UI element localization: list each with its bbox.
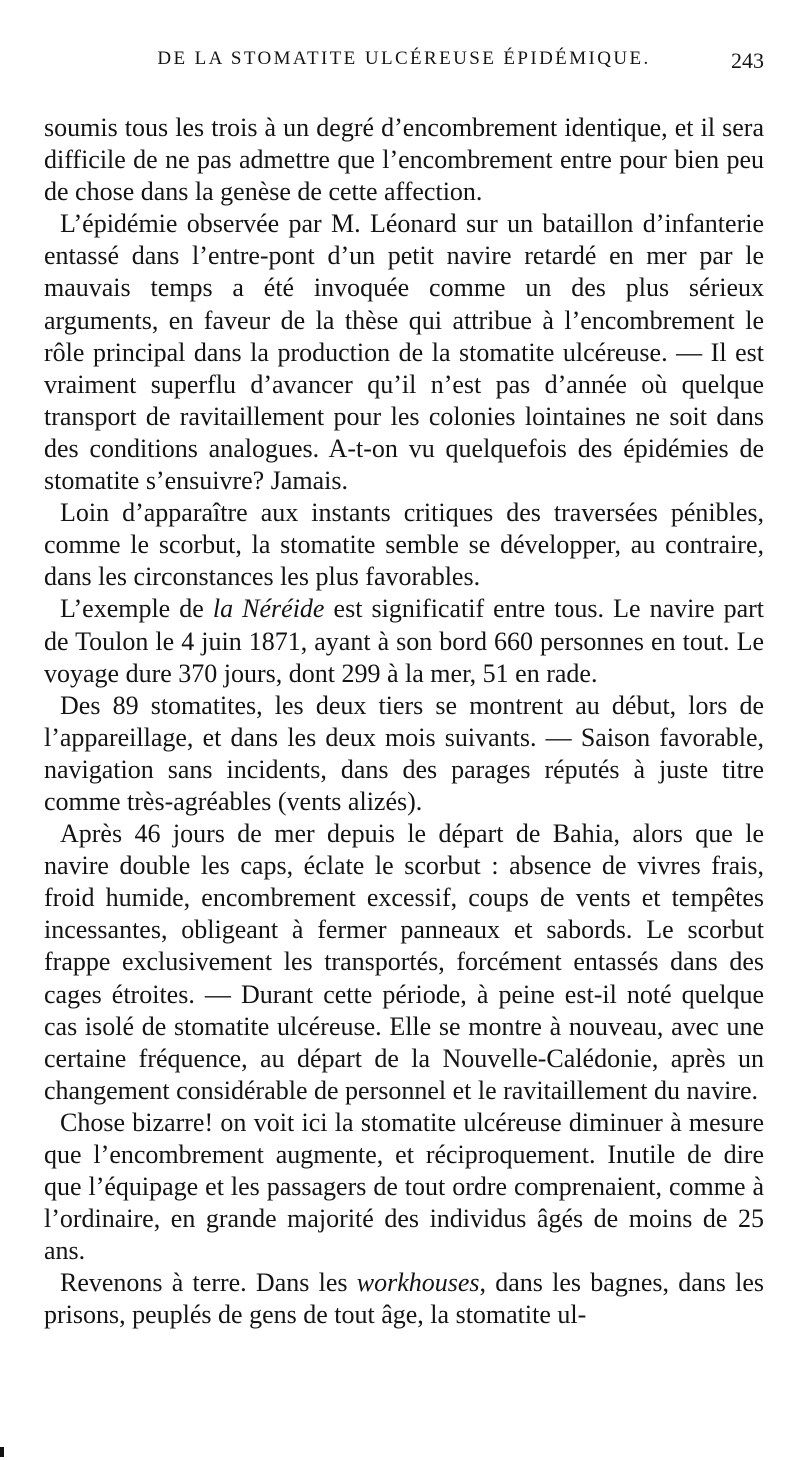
paragraph-bahia-scurvy: Après 46 jours de mer depuis le départ de Bahia, alors que le navire double les caps, éclate le scorbut : absence de vivres frais, froid humide, encombrement excessif, coups de vents et tempêtes incessantes, obligeant à fermer panneaux et sabords. Le scorbut frappe exclusivement les transportés, forcément entassés dans des cages étroites. — Durant cette période, à peine est-il noté quelque cas isolé de stomatite ulcéreuse. Elle se montre à nouveau, avec une certaine fréquence, au départ de la Nouvelle-Calédonie, après un changement considérable de personnel et le ravitaillement du navire. [44, 819, 764, 1105]
page-number: 243 [731, 48, 764, 73]
body-text [44, 112, 764, 1332]
paragraph-leonard-epidemic: L’épidémie observée par M. Léonard sur un bataillon d’infanterie entassé dans l’entre-pont d’un petit navire retardé en mer par le mauvais temps a été invoquée comme un des plus sérieux arguments, en faveur de la thèse qui attribue à l’encombrement le rôle principal dans la production de la stomatite ulcéreuse. — Il est vraiment superflu d’avancer qu’il n’est pas d’année où quelque transport de ravitaillement pour les colonies lointaines ne soit dans des conditions analogues. A-t-on vu quelquefois des épidémies de stomatite s’ensuivre? Jamais. [44, 209, 764, 496]
running-title: DE LA STOMATITE ULCÉREUSE ÉPIDÉMIQUE. [157, 48, 651, 69]
paragraph-text: est significatif entre tous. Le navire part de Toulon le 4 juin 1871, ayant à son bord 660 personnes en tout. Le voyage dure 370 jours, dont 299 à la mer, 51 en rade. [44, 594, 765, 688]
paragraph-favorable-circumstances: Loin d’apparaître aux instants critiques des traversées pénibles, comme le scorbut, la stomatite semble se développer, au contraire, dans les circonstances les plus favorables. [44, 498, 764, 592]
paragraph-stomatitis-count: Des 89 stomatites, les deux tiers se montrent au début, lors de l’appareillage, et dans les deux mois suivants. — Saison favorable, navigation sans incidents, dans des parages réputés à juste titre comme très-agréables (vents alizés). [44, 690, 764, 816]
paragraph-workhouses [44, 1267, 764, 1331]
paragraph-nereide-example [44, 593, 764, 689]
paragraph-bizarre-observation: Chose bizarre! on voit ici la stomatite ulcéreuse diminuer à mesure que l’encombrement augmente, et réciproquement. Inutile de dire que l’équipage et les passagers de tout ordre comprenaient, comme à l’ordinaire, en grande majorité des individus âgés de moins de 25 ans. [44, 1107, 764, 1266]
paragraph-text: Revenons à terre. Dans les [60, 1268, 357, 1298]
italic-term: workhouses [356, 1268, 480, 1298]
running-header [44, 28, 764, 72]
paragraph-text: , dans les bagnes, dans les prisons, peuplés de gens de tout âge, la stomatite ul- [44, 1268, 764, 1330]
scan-edge-mark [0, 1447, 4, 1457]
paragraph-text: L’exemple de [60, 594, 213, 624]
book-page [44, 28, 764, 1428]
paragraph-continuation: soumis tous les trois à un degré d’encombrement identique, et il sera difficile de ne pas admettre que l’encombrement entre pour bien peu de chose dans la genèse de cette affection. [44, 113, 764, 207]
ship-name: la Néréide [212, 594, 325, 624]
